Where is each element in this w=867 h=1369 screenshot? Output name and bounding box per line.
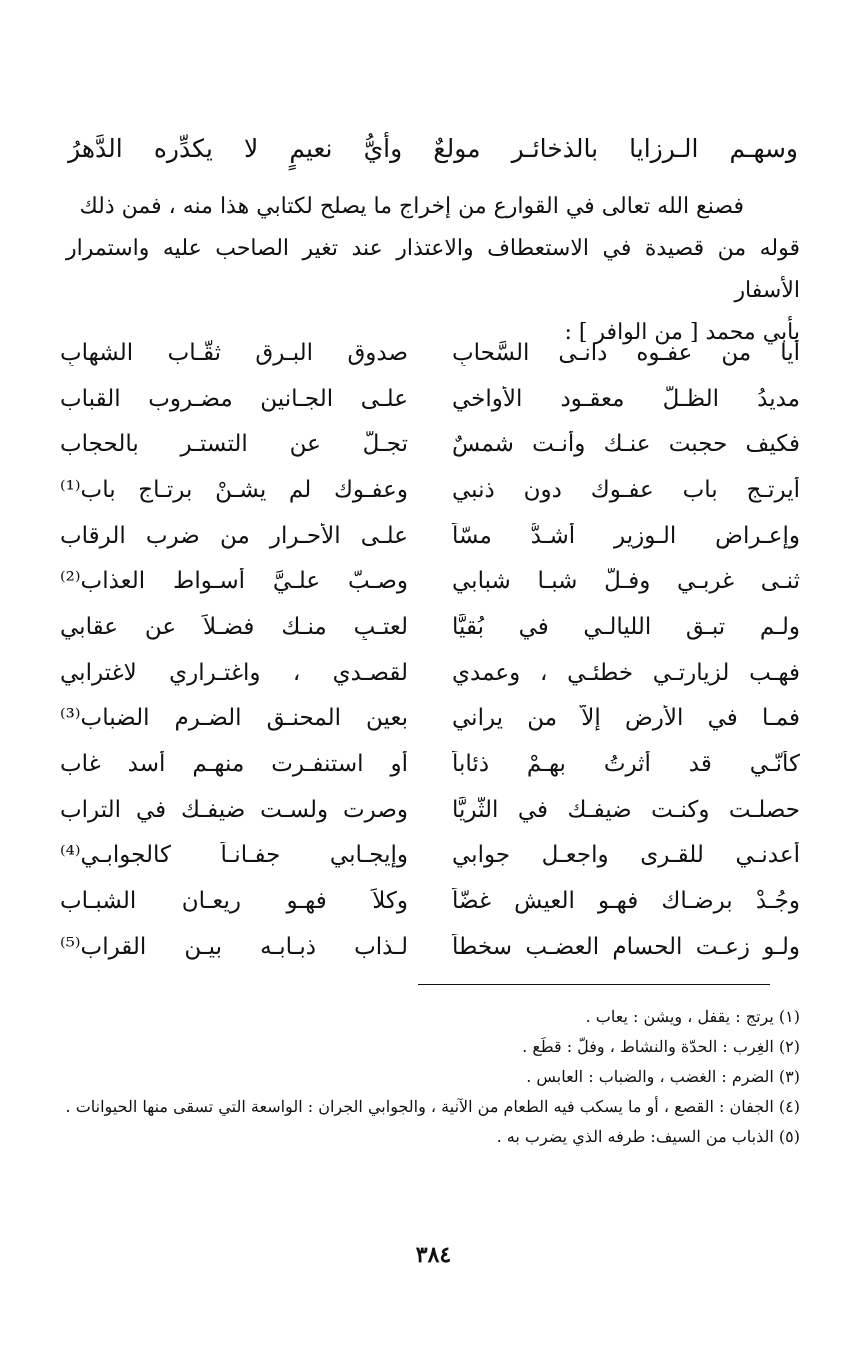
verse-row bbox=[60, 741, 800, 787]
hemistich-left: علـى الأحـرار من ضرب الرقاب bbox=[60, 522, 408, 549]
opening-verse bbox=[68, 124, 798, 172]
hemistich-left: وصرت ولسـت ضيفـك في التراب bbox=[60, 796, 408, 823]
hemistich-left: أو استنفـرت منهـم أسد غاب bbox=[60, 751, 408, 778]
verse-row bbox=[60, 330, 800, 376]
hemistich-right: ولـو زعـت الحسام العضـب سخطاً bbox=[452, 933, 800, 960]
verse-row bbox=[60, 513, 800, 559]
page-number: ٣٨٤ bbox=[415, 1242, 452, 1268]
hemistich-right: وجُـدْ برضـاك فهـو العيش غضّاً bbox=[452, 888, 800, 915]
hemistich-left: بعين المحنـق الضـرم الضباب⁽³⁾ bbox=[60, 705, 408, 732]
verse-word: مولعٌ bbox=[433, 133, 481, 163]
hemistich-right: كأنّـي قد أثرتُ بهـمْ ذئاباً bbox=[452, 751, 800, 778]
hemistich-left: لعتـبٍ منـك فضـلاً عن عقابي bbox=[60, 613, 408, 640]
footnotes bbox=[60, 1003, 800, 1153]
verse-word: لا bbox=[243, 133, 259, 163]
hemistich-right: فهـب لزيارتـي خطئـي ، وعمدي bbox=[452, 659, 800, 686]
hemistich-right: فكيف حجبت عنـك وأنـت شمسٌ bbox=[452, 431, 800, 458]
verse-row bbox=[60, 650, 800, 696]
hemistich-left: علـى الجـانين مضـروب القباب bbox=[60, 385, 408, 412]
verse-row bbox=[60, 696, 800, 742]
hemistich-right: مديدُ الظـلّ معقـود الأواخي bbox=[452, 385, 800, 412]
verse-word: وسهـم bbox=[729, 133, 798, 163]
verse-row bbox=[60, 376, 800, 422]
hemistich-left: وعفـوك لم يشـنْ برتـاج باب⁽¹⁾ bbox=[60, 476, 408, 503]
verse-row bbox=[60, 421, 800, 467]
poem bbox=[60, 330, 800, 970]
verse-word: نعيمٍ bbox=[289, 133, 333, 163]
verse-word: الدَّهرُ bbox=[68, 133, 123, 163]
verse-row bbox=[60, 787, 800, 833]
verse-word: وأيُّ bbox=[363, 133, 403, 163]
prose-paragraph bbox=[66, 186, 800, 354]
verse-row bbox=[60, 467, 800, 513]
hemistich-left: تجـلُّ عن التستـر بالحجاب bbox=[60, 431, 408, 458]
verse-row bbox=[60, 558, 800, 604]
verse-word: بالذخائـر bbox=[511, 133, 599, 163]
hemistich-left: وصـبّ علـيَّ أسـواط العذاب⁽²⁾ bbox=[60, 568, 408, 595]
hemistich-left: صدوق البـرق ثقَّـاب الشهابِ bbox=[60, 339, 408, 366]
verse-row bbox=[60, 878, 800, 924]
hemistich-left: لـذاب ذبـابـه بيـن القراب⁽⁵⁾ bbox=[60, 933, 408, 960]
hemistich-right: وإعـراض الـوزير أشـدُّ مسّاً bbox=[452, 522, 800, 549]
prose-line: بأبي محمد [ من الوافر ] : bbox=[564, 320, 800, 345]
footnote: (١) يرتج : يقفل ، ويشن : يعاب . bbox=[585, 1007, 800, 1026]
prose-line: فصنع الله تعالى في القوارع من إخراج ما يصلح لكتابي هذا منه ، فمن ذلك bbox=[79, 194, 744, 219]
footnote: (٢) الغِرب : الحدّة والنشاط ، وفلّ : قطَع . bbox=[522, 1037, 800, 1056]
hemistich-left: وإيجـابي جفـانـاً كالجوابـي⁽⁴⁾ bbox=[60, 842, 408, 869]
hemistich-left: لقصـدي ، واغتـراري لاغترابي bbox=[60, 659, 408, 686]
hemistich-right: ثنـى غربـي وفـلّ شبـا شبابي bbox=[452, 568, 800, 595]
prose-line: قوله من قصيدة في الاستعطاف والاعتذار عند تغير الصاحب عليه واستمرار الأسفار bbox=[66, 236, 801, 303]
verse-word: الـرزايا bbox=[629, 133, 699, 163]
footnote-divider bbox=[418, 984, 770, 985]
footnote: (٤) الجفان : القصع ، أو ما يسكب فيه الطعام من الآنية ، والجوابي الجران : الواسعة التي تسقى منها الحيوانات . bbox=[65, 1097, 800, 1116]
hemistich-right: أعدنـي للقـرى واجعـل جوابي bbox=[452, 842, 800, 869]
footnote: (٥) الذباب من السيف: طرفه الذي يضرب به . bbox=[496, 1127, 800, 1146]
hemistich-left: وكلاً فهـو ريعـان الشبـاب bbox=[60, 888, 408, 915]
verse-row bbox=[60, 924, 800, 970]
hemistich-right: أيا من عفـوه دانـى السَّحابِ bbox=[452, 339, 800, 366]
hemistich-right: أيرتـج باب عفـوك دون ذنبي bbox=[452, 476, 800, 503]
hemistich-right: فمـا في الأرض إلاّ من يراني bbox=[452, 705, 800, 732]
verse-row bbox=[60, 604, 800, 650]
footnote: (٣) الضرم : الغضب ، والضباب : العابس . bbox=[526, 1067, 800, 1086]
hemistich-right: ولـم تبـق الليالـي في بُقيًّا bbox=[452, 613, 800, 640]
hemistich-right: حصلـت وكنـت ضيفـك في الثّريَّا bbox=[452, 796, 800, 823]
verse-row bbox=[60, 833, 800, 879]
verse-word: يكدِّره bbox=[153, 133, 213, 163]
